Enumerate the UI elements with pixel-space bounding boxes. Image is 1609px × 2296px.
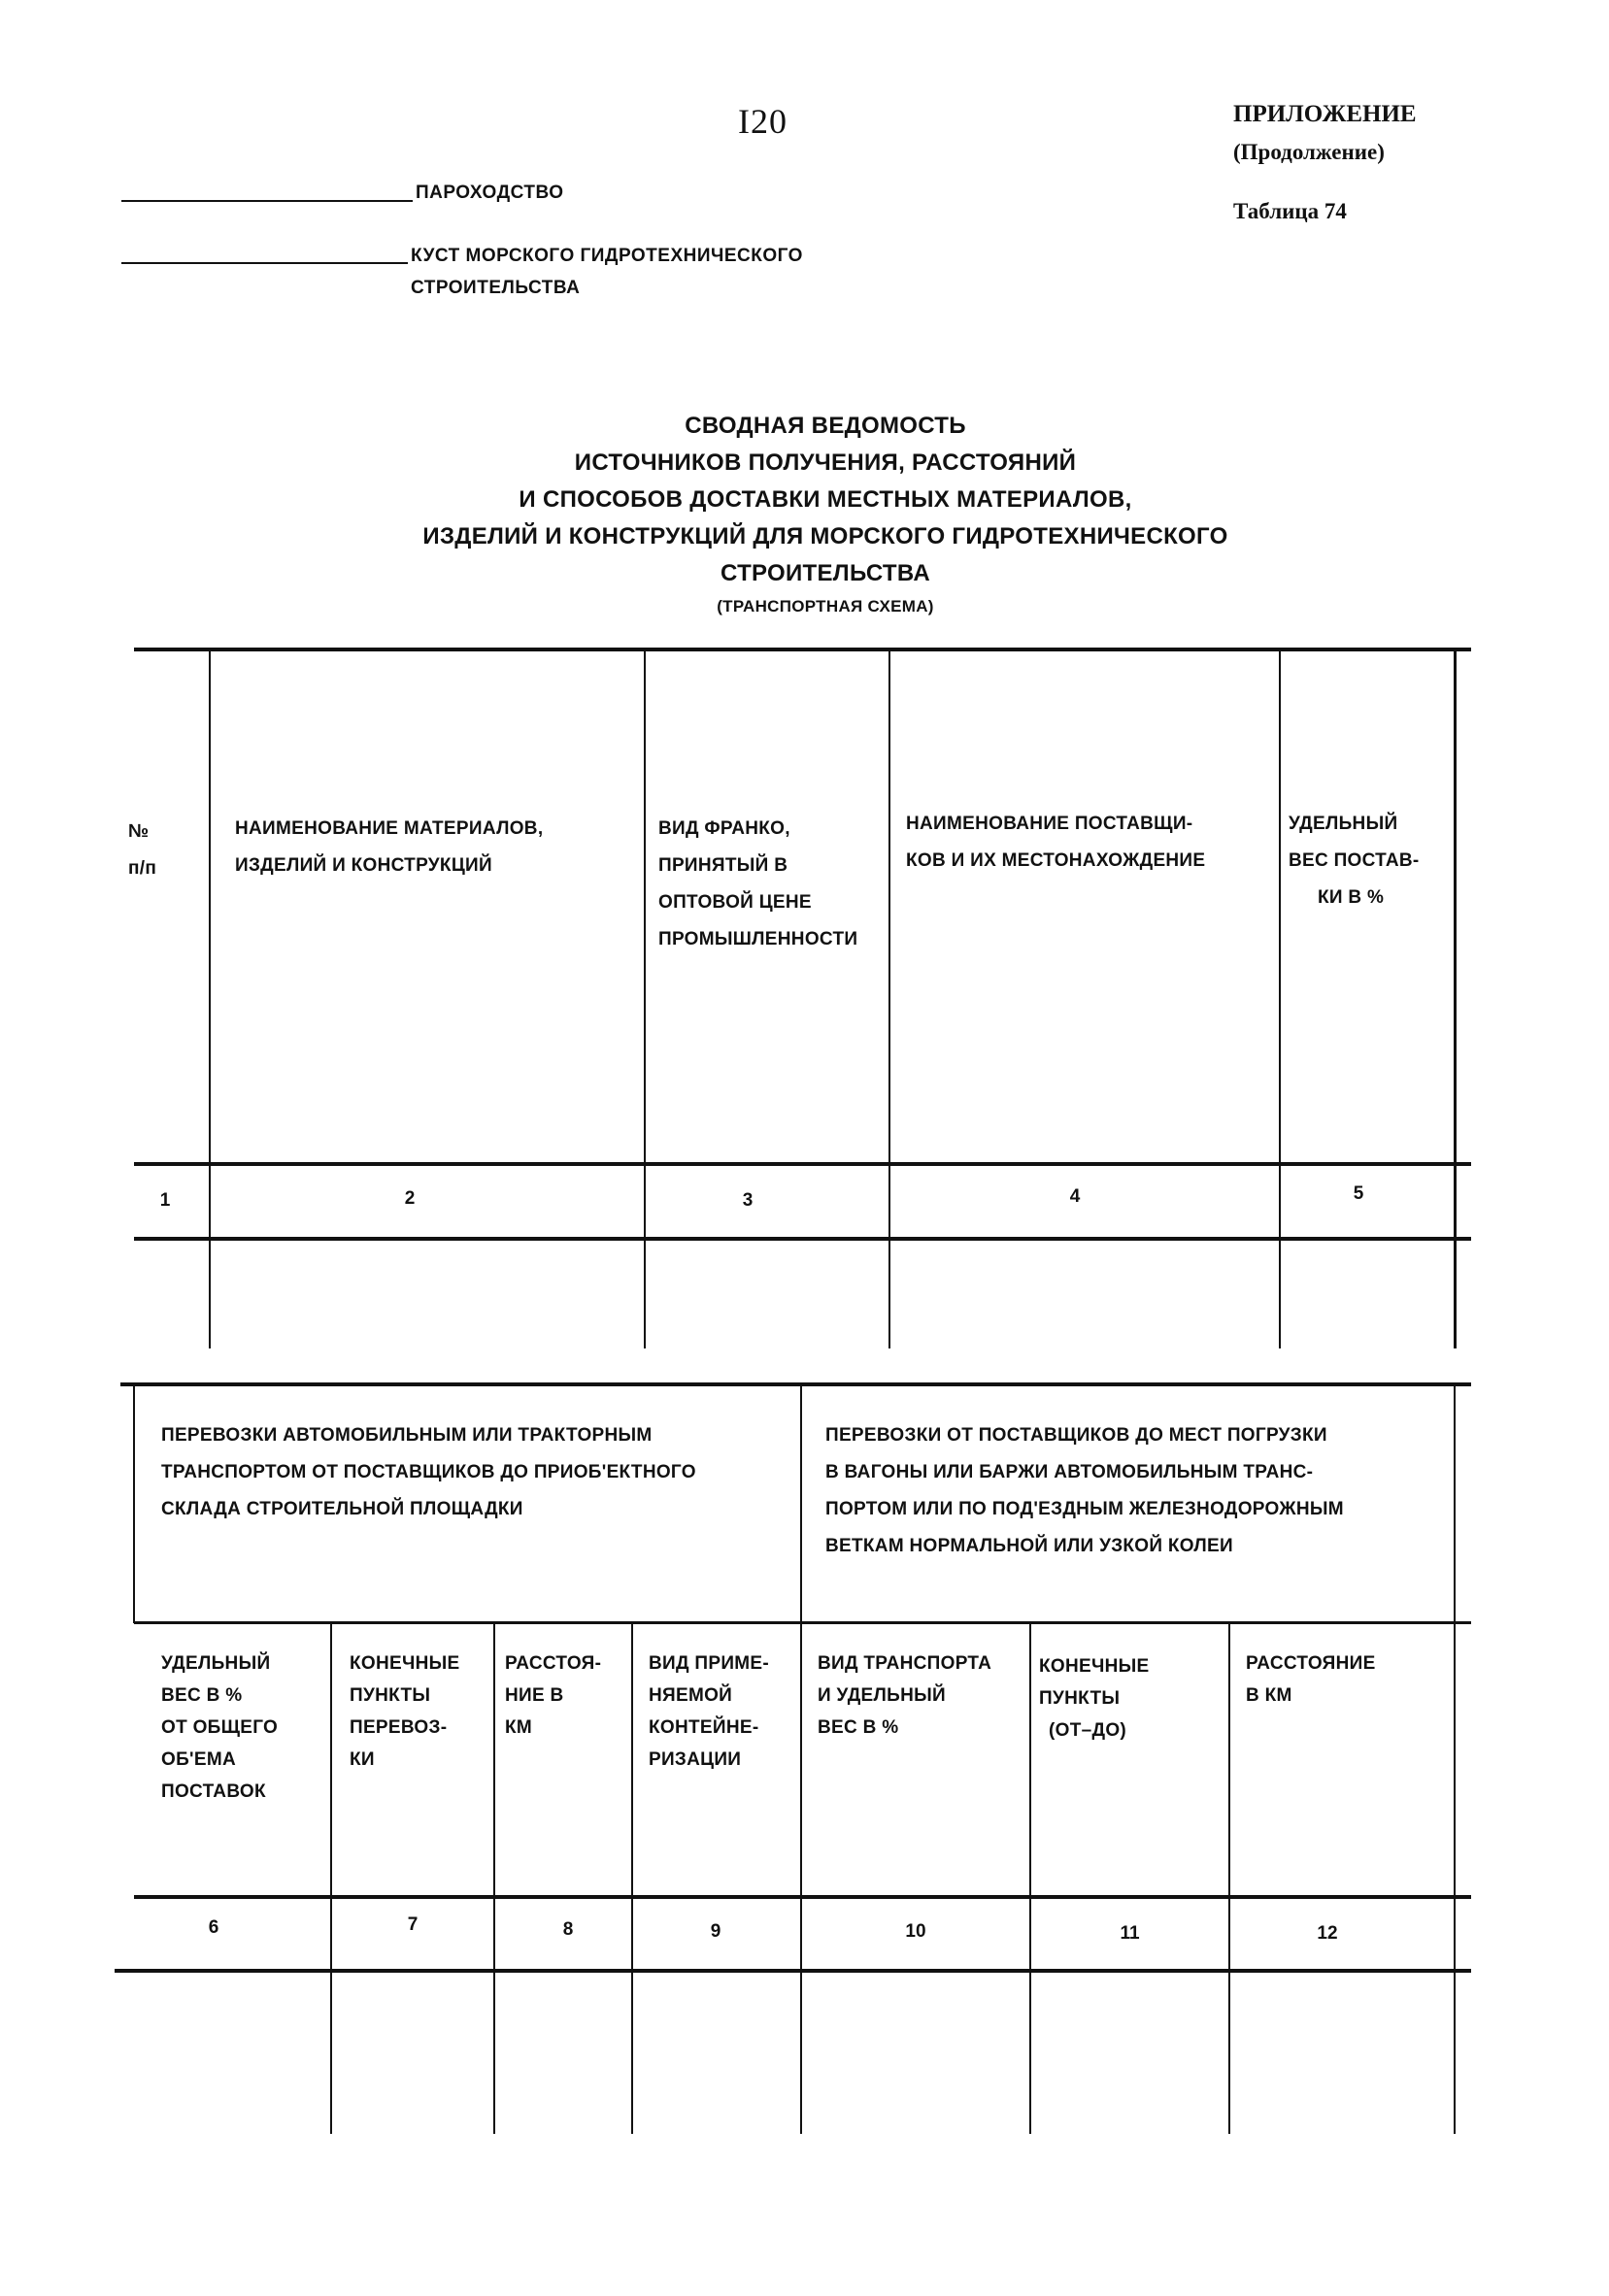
- table-2-column-divider: [1029, 1623, 1031, 2134]
- column-number: 2: [404, 1188, 416, 1209]
- table-1-right-border: [1454, 649, 1457, 1348]
- table-2-column-divider: [493, 1623, 495, 2134]
- header-distance: РАССТОЯ- НИЕ В КМ: [505, 1653, 602, 1738]
- table-1-column-divider: [1279, 649, 1281, 1348]
- table-2-column-divider: [631, 1623, 633, 2134]
- column-number: 5: [1353, 1183, 1364, 1204]
- header-end-points: КОНЕЧНЫЕ ПУНКТЫ ПЕРЕВОЗ- КИ: [350, 1653, 460, 1770]
- column-number: 4: [1069, 1186, 1081, 1207]
- column-number: 9: [710, 1921, 721, 1942]
- table-1-column-divider: [209, 649, 211, 1348]
- header-end-points-from-to: КОНЕЧНЫЕ ПУНКТЫ (ОТ–ДО): [1039, 1656, 1150, 1741]
- table-1-column-divider: [888, 649, 890, 1348]
- table-1-top-border: [134, 648, 1471, 651]
- title-line: И СПОСОБОВ ДОСТАВКИ МЕСТНЫХ МАТЕРИАЛОВ,: [519, 486, 1132, 513]
- table-2-top-border: [120, 1382, 1471, 1386]
- title-line: СВОДНАЯ ВЕДОМОСТЬ: [685, 413, 966, 439]
- header-materials-name: НАИМЕНОВАНИЕ МАТЕРИАЛОВ, ИЗДЕЛИЙ И КОНСТРУКЦИЙ: [235, 818, 544, 876]
- table-number: Таблица 74: [1233, 199, 1347, 223]
- table-2-header-bottom-border: [134, 1895, 1471, 1899]
- title-line: ИЗДЕЛИЙ И КОНСТРУКЦИЙ ДЛЯ МОРСКОГО ГИДРОТЕХНИЧЕСКОГО: [422, 523, 1228, 549]
- table-1-header-bottom-border: [134, 1162, 1471, 1166]
- header-containerization: ВИД ПРИМЕ- НЯЕМОЙ КОНТЕЙНЕ- РИЗАЦИИ: [649, 1653, 770, 1770]
- column-number: 12: [1317, 1923, 1338, 1944]
- table-2-column-divider: [330, 1623, 332, 2134]
- title-line: СТРОИТЕЛЬСТВА: [721, 560, 930, 586]
- table-2-group-header-bottom-border: [134, 1621, 1471, 1624]
- construction-bush-label-line1: КУСТ МОРСКОГО ГИДРОТЕХНИЧЕСКОГО: [411, 246, 803, 266]
- construction-bush-blank-line: [121, 262, 408, 264]
- column-number: 8: [562, 1919, 574, 1940]
- header-suppliers: НАИМЕНОВАНИЕ ПОСТАВЩИ- КОВ И ИХ МЕСТОНАХОЖДЕНИЕ: [906, 814, 1206, 871]
- column-number: 10: [905, 1921, 926, 1942]
- table-2-left-border: [133, 1384, 135, 1623]
- column-number: 1: [159, 1190, 171, 1211]
- header-supply-share: УДЕЛЬНЫЙ ВЕС ПОСТАВ- КИ В %: [1289, 814, 1420, 908]
- document-title: [291, 408, 1359, 621]
- header-transport-type: ВИД ТРАНСПОРТА И УДЕЛЬНЫЙ ВЕС В %: [818, 1653, 992, 1738]
- table-2-group-divider: [800, 1384, 802, 2134]
- header-row-number: № п/п: [128, 821, 157, 879]
- title-subtitle: (ТРАНСПОРТНАЯ СХЕМА): [717, 597, 934, 616]
- table-2-number-row-bottom-border: [115, 1969, 1471, 1973]
- appendix-label: ПРИЛОЖЕНИЕ: [1233, 101, 1417, 127]
- table-2-column-divider: [1228, 1623, 1230, 2134]
- column-number: 11: [1120, 1923, 1140, 1944]
- column-number: 6: [208, 1917, 219, 1938]
- header-distance-km: РАССТОЯНИЕ В КМ: [1246, 1653, 1376, 1706]
- column-number: 3: [742, 1190, 754, 1211]
- continuation-label: (Продолжение): [1233, 140, 1385, 164]
- construction-bush-label-line2: СТРОИТЕЛЬСТВА: [411, 278, 581, 298]
- header-franco-type: ВИД ФРАНКО, ПРИНЯТЫЙ В ОПТОВОЙ ЦЕНЕ ПРОМЫШЛЕННОСТИ: [658, 818, 858, 949]
- table-1-number-row-bottom-border: [134, 1237, 1471, 1241]
- shipping-company-label: ПАРОХОДСТВО: [416, 183, 564, 203]
- column-number: 7: [407, 1914, 419, 1935]
- table-1-column-divider: [644, 649, 646, 1348]
- shipping-company-blank-line: [121, 200, 413, 202]
- title-line: ИСТОЧНИКОВ ПОЛУЧЕНИЯ, РАССТОЯНИЙ: [574, 449, 1077, 476]
- table-2-right-border: [1454, 1384, 1456, 2134]
- page-number: I20: [738, 102, 788, 141]
- header-group-road-transport: ПЕРЕВОЗКИ АВТОМОБИЛЬНЫМ ИЛИ ТРАКТОРНЫМ ТРАНСПОРТОМ ОТ ПОСТАВЩИКОВ ДО ПРИОБ'ЕКТНОГО СКЛАДА СТРОИТЕЛЬНОЙ ПЛОЩАДКИ: [161, 1425, 696, 1519]
- header-share-of-total: УДЕЛЬНЫЙ ВЕС В % ОТ ОБЩЕГО ОБ'ЕМА ПОСТАВОК: [161, 1653, 279, 1802]
- header-group-supplier-to-loading: ПЕРЕВОЗКИ ОТ ПОСТАВЩИКОВ ДО МЕСТ ПОГРУЗКИ В ВАГОНЫ ИЛИ БАРЖИ АВТОМОБИЛЬНЫМ ТРАНС- ПОРТОМ ИЛИ ПО ПОД'ЕЗДНЫМ ЖЕЛЕЗНОДОРОЖНЫМ ВЕТКАМ НОРМАЛЬНОЙ ИЛИ УЗКОЙ КОЛЕИ: [825, 1425, 1344, 1556]
